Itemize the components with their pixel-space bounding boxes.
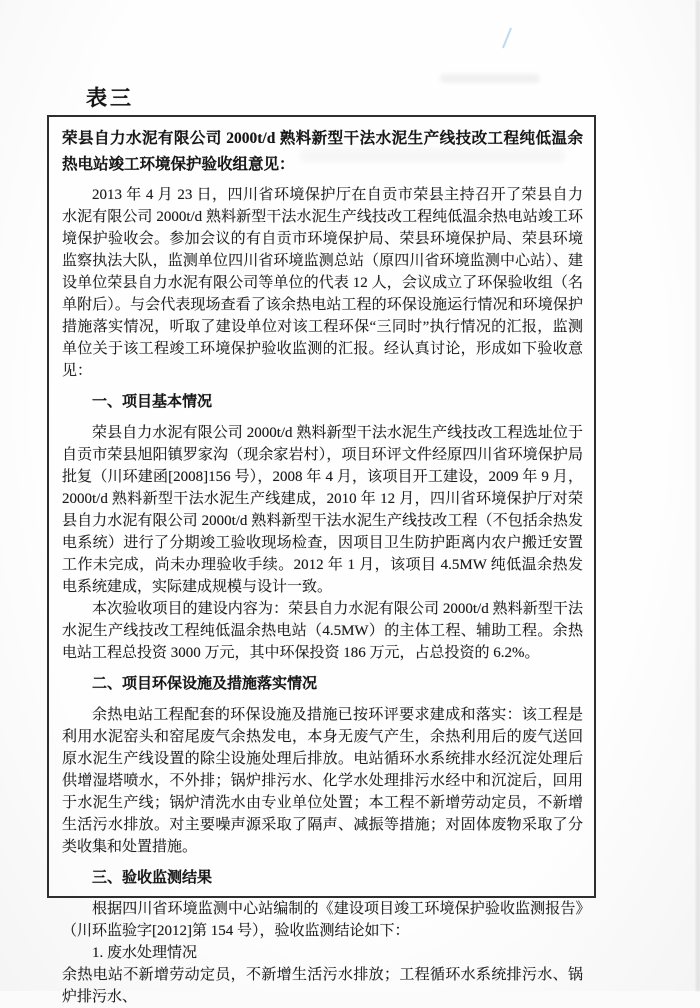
- acceptance-opinion-box: [47, 115, 596, 1005]
- section1-paragraph-2: 本次验收项目的建设内容为：荣县自力水泥有限公司 2000t/d 熟料新型干法水泥生产线技改工程纯低温余热电站（4.5MW）的主体工程、辅助工程。余热电站工程总投资 3000 万元，其中环保投资 186 万元，占总投资的 6.2%。: [62, 601, 583, 661]
- section2-paragraph-1: 余热电站工程配套的环保设施及措施已按环评要求建成和落实：该工程是利用水泥窑头和窑尾废气余热发电，本身无废气产生，余热利用后的废气送回原水泥生产线设置的除尘设施处理后排放。电站循环水系统排水经沉淀处理后供增湿塔喷水，不外排；锅炉排污水、化学水处理排污水经中和沉淀后，回用于水泥生产线；锅炉清洗水由专业单位处置；本工程不新增劳动定员，不新增生活污水排放。对主要噪声源采取了隔声、减振等措施；对固体废物采取了分类收集和处置措施。: [62, 707, 583, 855]
- scan-artifact-blue-scratch: [502, 27, 512, 48]
- section1-paragraph-1: 荣县自力水泥有限公司 2000t/d 熟料新型干法水泥生产线技改工程选址位于自贡市荣县旭阳镇罗家沟（现余家岩村），项目环评文件经原四川省环境保护局批复（川环建函[2008]156 号），2008 年 4 月，该项目开工建设，2009 年 9 月，2000t/d 熟料新型干法水泥生产线建成，2010 年 12 月，四川省环境保护厅对荣县自力水泥有限公司 2000t/d 熟料新型干法水泥生产线技改工程（不包括余热发电系统）进行了分期竣工验收现场检查，因项目卫生防护距离内农户搬迁安置工作未完成，尚未办理验收手续。2012 年 1 月，该项目 4.5MW 纯低温余热发电系统建成，实际建成规模与设计一致。: [62, 425, 583, 595]
- section1-heading: 一、项目基本情况: [92, 394, 213, 410]
- section3-heading: 三、验收监测结果: [92, 870, 213, 886]
- scan-artifact-smudge: [440, 74, 540, 83]
- section3-paragraph-1: 根据四川省环境监测中心站编制的《建设项目竣工环境保护验收监测报告》（川环监验字[2012]第 154 号），验收监测结论如下：: [62, 901, 583, 939]
- form-number-label: 表三: [86, 86, 134, 110]
- section3-paragraph-2: 余热电站不新增劳动定员，不新增生活污水排放；工程循环水系统排污水、锅炉排污水、: [62, 967, 583, 1005]
- document-title: 荣县自力水泥有限公司 2000t/d 熟料新型干法水泥生产线技改工程纯低温余热电站竣工环境保护验收组意见：: [62, 130, 583, 173]
- section2-heading: 二、项目环保设施及措施落实情况: [92, 676, 318, 692]
- scan-artifact-edge-shadow: [696, 0, 700, 991]
- section3-item-1: 1. 废水处理情况: [92, 945, 198, 961]
- intro-paragraph: 2013 年 4 月 23 日，四川省环境保护厅在自贡市荣县主持召开了荣县自力水泥有限公司 2000t/d 熟料新型干法水泥生产线技改工程纯低温余热电站竣工环境保护验收会。参加会议的有自贡市环境保护局、荣县环境保护局、荣县环境监察执法大队，监测单位四川省环境监测总站（原四川省环境监测中心站）、建设单位荣县自力水泥有限公司等单位的代表 12 人，会议成立了环保验收组（名单附后）。与会代表现场查看了该余热电站工程的环保设施运行情况和环境保护措施落实情况，听取了建设单位对该工程环保“三同时”执行情况的汇报，监测单位关于该工程竣工环境保护验收监测的汇报。经认真讨论，形成如下验收意见：: [62, 187, 583, 379]
